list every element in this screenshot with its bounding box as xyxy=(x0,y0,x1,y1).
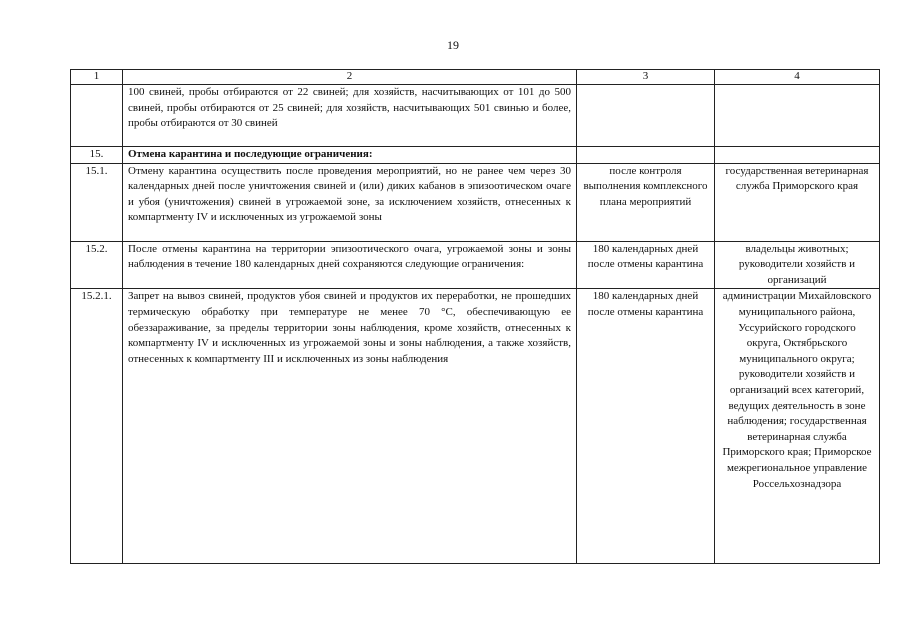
term-text: 180 календарных дней после отмены карантина xyxy=(577,289,715,564)
table-row xyxy=(71,147,880,164)
measure-text: Запрет на вывоз свиней, продуктов убоя свиней и продуктов их переработки, не прошедших термическую обработку при температуре не менее 70 °С, обеспечивающую ее обеззараживание, за пределы территории зоны наблюдения, кроме хозяйств, отнесенных к компартменту IV и исключенных из угрожаемой зоны и зоны наблюдения, а также хозяйств, отнесенных к компартменту III и исключенных из зоны наблюдения xyxy=(123,289,577,564)
measures-table xyxy=(70,69,880,564)
header-col-1: 1 xyxy=(71,70,123,85)
row-number xyxy=(71,85,123,147)
table-row xyxy=(71,163,880,241)
table-row xyxy=(71,289,880,564)
responsible-text: администрации Михайловского муниципального района, Уссурийского городского округа, Октябрьского муниципального округа; руководители хозяйств и организаций всех категорий, ведущих деятельность в зоне наблюдения; государственная ветеринарная служба Приморского края; Приморское межрегиональное управление Россельхознадзора xyxy=(715,289,880,564)
header-col-3: 3 xyxy=(577,70,715,85)
table-row xyxy=(71,85,880,147)
measure-text: 100 свиней, пробы отбираются от 22 свиней; для хозяйств, насчитывающих от 101 до 500 свиней, пробы отбираются от 25 свиней; для хозяйств, насчитывающих 501 свинью и более, пробы отбираются от 30 свиней xyxy=(123,85,577,147)
header-col-2: 2 xyxy=(123,70,577,85)
term-text: после контроля выполнения комплексного плана мероприятий xyxy=(577,163,715,241)
table-row xyxy=(71,241,880,289)
row-number: 15.2. xyxy=(71,241,123,289)
section-heading: Отмена карантина и последующие ограничения: xyxy=(123,147,577,164)
term-text xyxy=(577,147,715,164)
responsible-text: государственная ветеринарная служба Приморского края xyxy=(715,163,880,241)
table-header-row xyxy=(71,70,880,85)
page-number: 19 xyxy=(447,38,459,52)
header-col-4: 4 xyxy=(715,70,880,85)
responsible-text xyxy=(715,147,880,164)
measure-text: После отмены карантина на территории эпизоотического очага, угрожаемой зоны и зоны наблюдения в течение 180 календарных дней сохраняются следующие ограничения: xyxy=(123,241,577,289)
measure-text: Отмену карантина осуществить после проведения мероприятий, но не ранее чем через 30 календарных дней после уничтожения свиней и (или) диких кабанов в эпизоотическом очаге и убоя (уничтожения) свиней в угрожаемой зоне, за исключением хозяйств, отнесенных к компартменту IV и исключенных из угрожаемой зоны xyxy=(123,163,577,241)
row-number: 15. xyxy=(71,147,123,164)
responsible-text: владельцы животных; руководители хозяйств и организаций xyxy=(715,241,880,289)
row-number: 15.1. xyxy=(71,163,123,241)
responsible-text xyxy=(715,85,880,147)
term-text: 180 календарных дней после отмены карантина xyxy=(577,241,715,289)
term-text xyxy=(577,85,715,147)
row-number: 15.2.1. xyxy=(71,289,123,564)
